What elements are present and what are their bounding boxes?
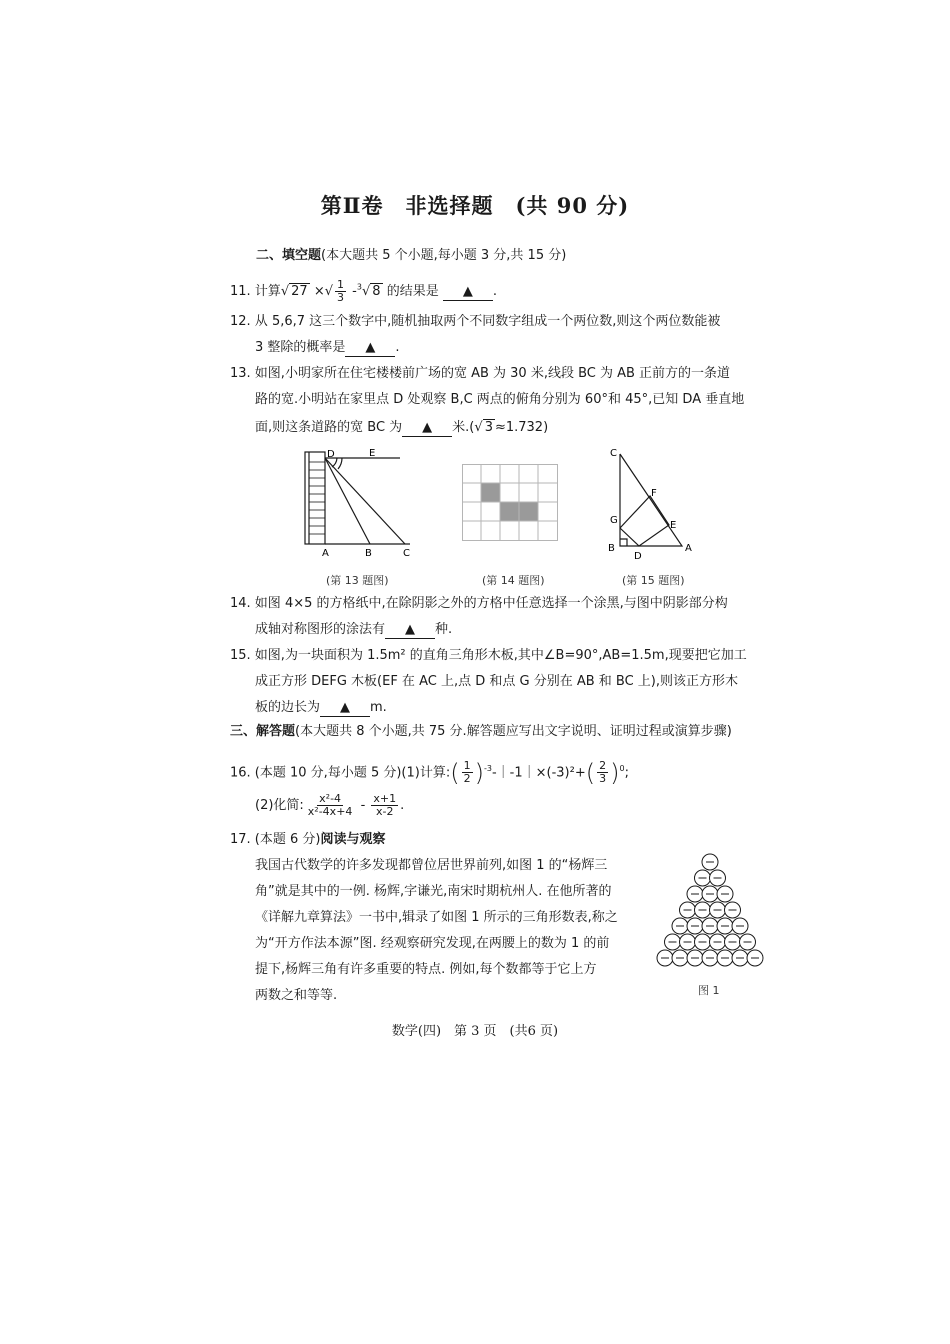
section-2-heading	[256, 248, 566, 264]
fig15-label-f: F	[651, 488, 657, 499]
q16-exp-2: 0	[619, 764, 625, 773]
q14-end: 种.	[435, 622, 453, 637]
q11-frac-num: 1	[337, 278, 345, 291]
q17-heading	[230, 832, 386, 848]
fig13-label-c: C	[403, 548, 410, 559]
fig15-label-e: E	[670, 520, 677, 531]
q13-line-2: 路的宽.小明站在家里点 D 处观察 B,C 两点的俯角分别为 60°和 45°,已知 DA 垂直地	[255, 392, 745, 407]
q15-text: 板的边长为	[255, 700, 321, 715]
section-3-heading	[230, 724, 732, 740]
fig13-caption: (第 13 题图)	[326, 574, 389, 587]
q11-suffix: 的结果是	[386, 284, 439, 299]
q13-line-1: 13. 如图,小明家所在住宅楼楼前广场的宽 AB 为 30 米,线段 BC 为 AB 正前方的一条道	[230, 366, 731, 381]
figure-14	[462, 464, 558, 542]
q17-line-5: 提下,杨辉三角有许多重要的特点. 例如,每个数都等于它上方	[255, 962, 597, 977]
q16-mid: -｜-1｜×(-3)²+	[491, 765, 586, 781]
q16-paren-close-2: )	[610, 758, 620, 787]
fig13-label-e: E	[369, 448, 376, 459]
q14-text: 成轴对称图形的涂法有	[255, 622, 386, 637]
q12-line-2	[255, 340, 400, 357]
q11-answer-blank: ▲	[443, 284, 493, 301]
q16-fraction-2	[597, 760, 608, 785]
q17-head: 17. (本题 6 分)	[230, 832, 321, 847]
fig15-caption: (第 15 题图)	[622, 574, 685, 587]
fig15-label-g: G	[610, 515, 618, 526]
q11-prefix: 计算	[254, 284, 281, 299]
fig15-label-b: B	[608, 543, 615, 554]
fig15-label-d: D	[634, 551, 642, 562]
q16-fraction-1	[462, 760, 473, 785]
q17-line-1: 我国古代数学的许多发现都曾位居世界前列,如图 1 的“杨辉三	[255, 858, 608, 873]
q11-sqrt-27: 27	[291, 284, 308, 299]
q12-text: 3 整除的概率是	[255, 340, 346, 355]
q15-line-2: 成正方形 DEFG 木板(EF 在 AC 上,点 D 和点 G 分别在 AB 和 BC 上),则该正方形木	[255, 674, 738, 689]
section-2-desc: (本大题共 5 个小题,每小题 3 分,共 15 分)	[321, 248, 567, 263]
q16-f3-den: x²-4x+4	[307, 805, 353, 818]
fig13-label-b: B	[365, 548, 372, 559]
q15-answer-blank: ▲	[320, 700, 370, 717]
q12-end: .	[395, 340, 400, 355]
question-11: 11. 计算√ 27 ×√ $\frac{1}{3}$ -$^3$√ 8 的结果是 ▲ .	[230, 278, 497, 304]
q15-line-3	[255, 700, 387, 717]
fig1-caption: 图 1	[698, 984, 720, 997]
q16-f2-den: 3	[599, 772, 607, 786]
q16-line-2	[255, 792, 404, 820]
q11-minus: -	[352, 284, 357, 299]
section-3-label: 三、解答题	[230, 724, 296, 739]
q17-line-6: 两数之和等等.	[255, 988, 338, 1003]
q16-paren-open-2: (	[585, 758, 596, 787]
q13-unit: 米.(	[452, 420, 475, 435]
q17-line-4: 为“开方作法本源”图. 经观察研究发现,在两腰上的数为 1 的前	[255, 936, 610, 951]
q13-line-3: 面,则这条道路的宽 BC 为 ▲ 米.(√ 3 ≈1.732)	[255, 420, 549, 435]
q16-f1-den: 2	[463, 772, 471, 786]
q11-fraction	[335, 279, 346, 304]
fig15-label-a: A	[685, 543, 692, 554]
q14-line-1: 14. 如图 4×5 的方格纸中,在除阴影之外的方格中任意选择一个涂黑,与图中阴影部分构	[230, 596, 728, 611]
q16-f2-num: 2	[599, 759, 607, 773]
q17-line-3: 《详解九章算法》一书中,辑录了如图 1 所示的三角形数表,称之	[255, 910, 618, 925]
q16-paren-open-1: (	[450, 758, 460, 787]
q16-f1-num: 1	[463, 759, 471, 773]
q16-end-1: ;	[624, 765, 629, 781]
q11-number: 11.	[230, 284, 251, 299]
page-title: 第Ⅱ卷 非选择题 (共 90 分)	[320, 193, 630, 218]
q11-cbrt-8: 8	[372, 284, 381, 299]
q11-cube-index: 3	[356, 282, 362, 292]
q15-end: m.	[370, 700, 387, 715]
q13-approx: ≈1.732)	[494, 420, 549, 435]
q16-minus: -	[360, 798, 366, 813]
q17-line-2: 角”就是其中的一例. 杨辉,字谦光,南宋时期杭州人. 在他所著的	[255, 884, 612, 899]
q13-text: 面,则这条道路的宽 BC 为	[255, 420, 403, 435]
q16-f3-num: x²-4	[319, 792, 342, 805]
q15-line-1: 15. 如图,为一块面积为 1.5m² 的直角三角形木板,其中∠B=90°,AB=1.5m,现要把它加工	[230, 648, 747, 663]
q16-fraction-3	[306, 793, 355, 818]
figure-1-yanghui-triangle	[650, 852, 770, 978]
page-footer: 数学(四) 第 3 页 (共6 页)	[391, 1024, 559, 1039]
q17-head-bold: 阅读与观察	[320, 832, 386, 847]
section-2-label: 二、填空题	[256, 248, 322, 263]
fig13-label-d: D	[327, 449, 335, 460]
section-3-desc: (本大题共 8 个小题,共 75 分.解答题应写出文字说明、证明过程或演算步骤)	[295, 724, 732, 739]
q16-paren-close-1: )	[474, 758, 484, 787]
fig15-label-c: C	[610, 448, 617, 459]
figure-15	[602, 444, 702, 564]
figure-13	[295, 446, 425, 562]
q16-line-1	[230, 755, 629, 787]
fig14-caption: (第 14 题图)	[482, 574, 545, 587]
q16-f4-den: x-2	[376, 805, 394, 818]
q14-line-2	[255, 622, 452, 639]
q16-prefix: 16. (本题 10 分,每小题 5 分)(1)计算:	[230, 765, 451, 781]
q13-sqrt3: 3	[484, 420, 493, 435]
q11-times: ×	[313, 284, 325, 299]
q11-end: .	[492, 284, 497, 299]
q11-frac-den: 3	[337, 291, 345, 304]
fig13-label-a: A	[322, 548, 329, 559]
q12-answer-blank: ▲	[345, 340, 395, 357]
q16-end-2: .	[400, 798, 405, 813]
q16-fraction-4	[371, 793, 398, 818]
q16-exp-1: -3	[483, 764, 492, 773]
q16-f4-num: x+1	[373, 792, 397, 805]
q12-line-1: 12. 从 5,6,7 这三个数字中,随机抽取两个不同数字组成一个两位数,则这个两位数能被	[230, 314, 721, 329]
q14-answer-blank: ▲	[385, 622, 435, 639]
q13-answer-blank: ▲	[402, 420, 452, 437]
q16-simplify-prefix: (2)化简:	[255, 798, 304, 813]
